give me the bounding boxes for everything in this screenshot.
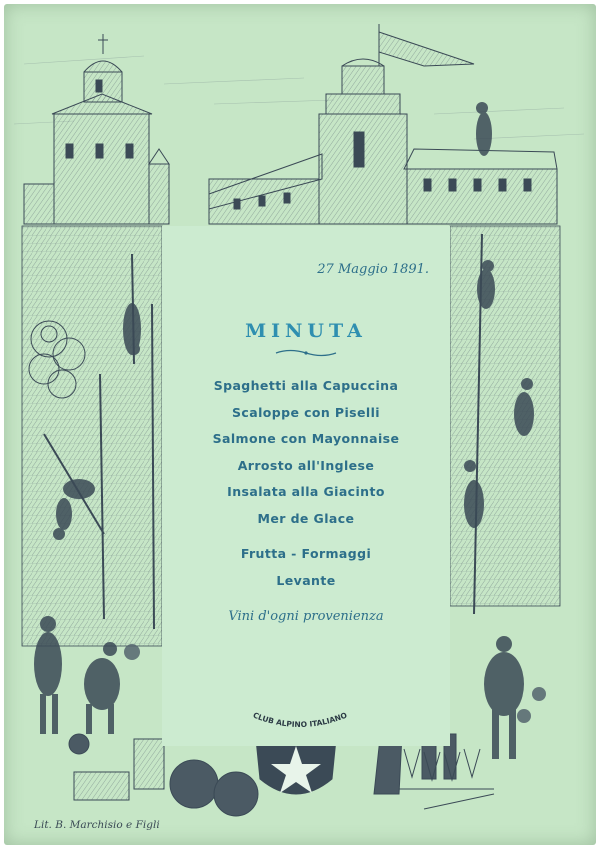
course-item: Scaloppe con Piselli <box>232 404 380 420</box>
svg-text:CLUB ALPINO ITALIANO <box>252 711 349 729</box>
emblem-ribbon-label: CLUB ALPINO ITALIANO <box>251 710 349 730</box>
extras-list <box>162 544 450 598</box>
course-item: Mer de Glace <box>257 510 355 526</box>
left-wall <box>22 226 162 646</box>
menu-card <box>4 4 596 845</box>
right-wall <box>450 226 560 606</box>
bowler-right <box>484 636 546 759</box>
menu-date: 27 Maggio 1891. <box>317 262 429 277</box>
course-item: Insalata alla Giacinto <box>227 484 385 499</box>
course-item: Spaghetti alla Capuccina <box>213 378 399 393</box>
course-item: Salmone con Mayonnaise <box>212 431 400 446</box>
wines-line: Vini d'ogni provenienza <box>228 609 384 624</box>
menu-title: MINUTA <box>245 320 367 342</box>
course-item: Arrosto all'Inglese <box>237 457 375 473</box>
printer-credit: Lit. B. Marchisio e Figli <box>34 819 160 831</box>
course-list <box>162 376 450 535</box>
emblem-ribbon-text <box>244 704 356 734</box>
extras-item: Levante <box>276 573 336 588</box>
extras-item: Frutta - Formaggi <box>240 546 372 561</box>
title-flourish <box>274 348 338 358</box>
tower-building <box>209 24 557 224</box>
